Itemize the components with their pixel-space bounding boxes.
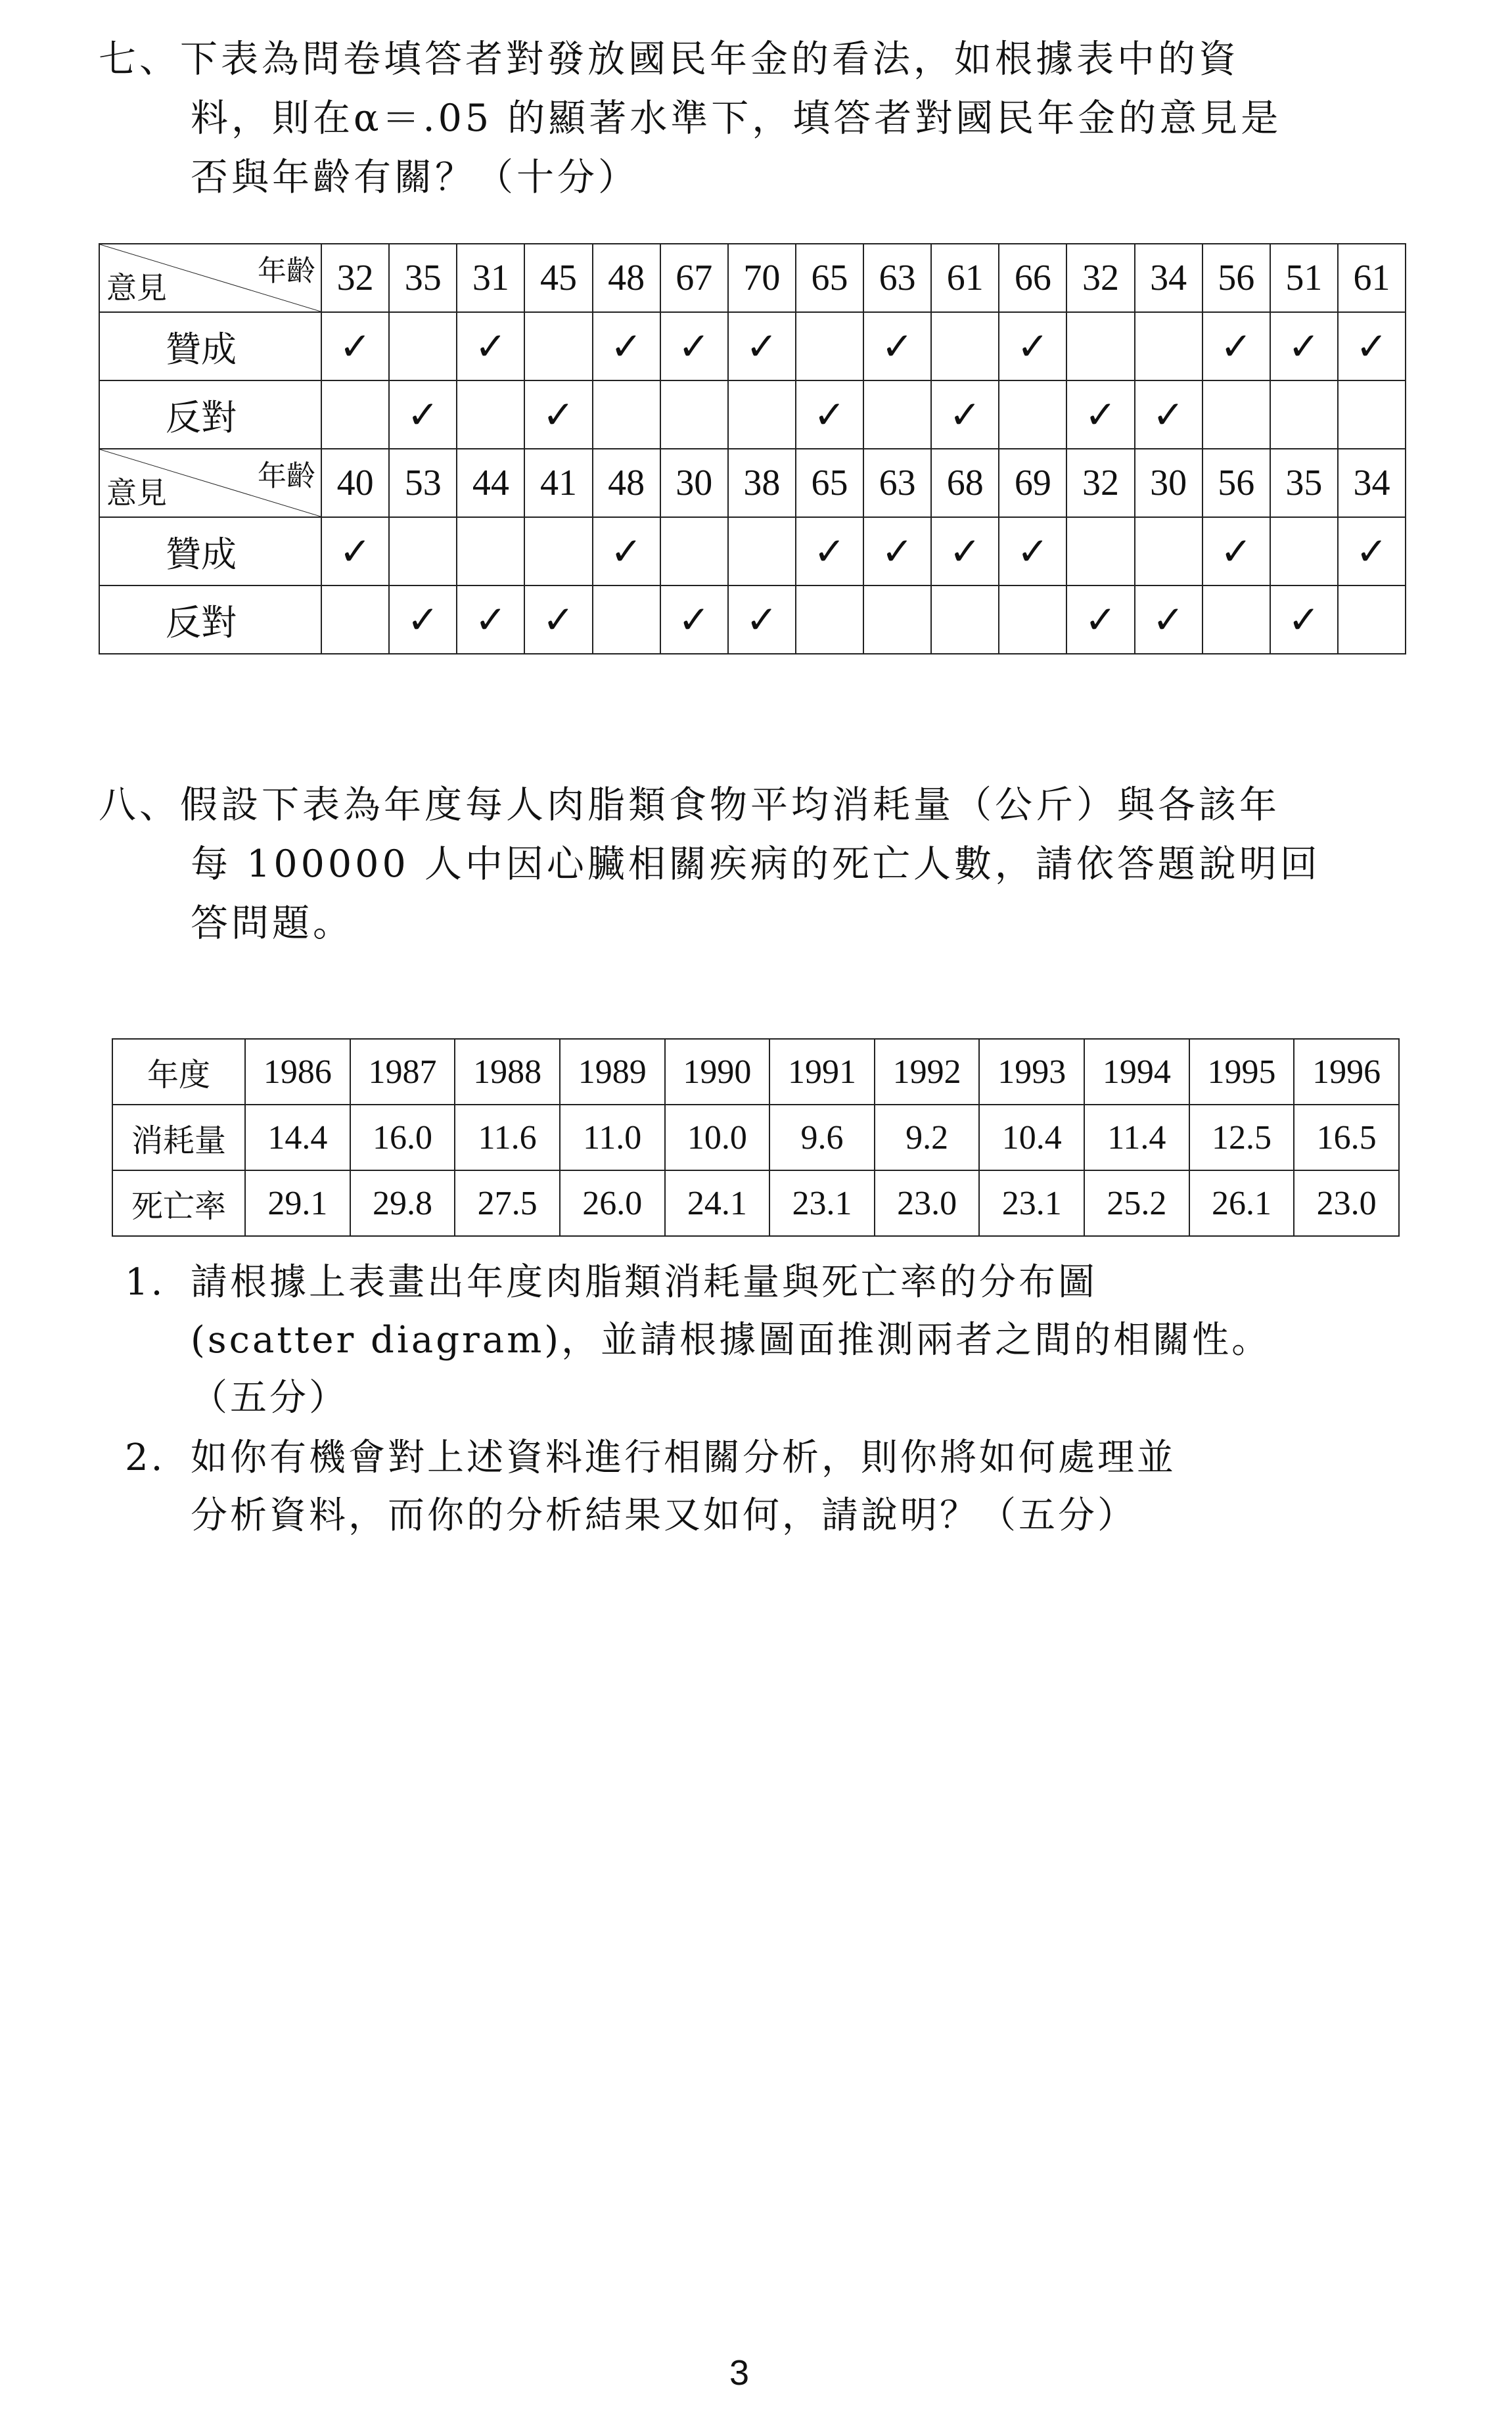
check-cell <box>1203 380 1270 449</box>
checkmark-icon: ✓ <box>881 530 913 573</box>
age-cell: 68 <box>931 449 999 517</box>
checkmark-icon: ✓ <box>1220 325 1252 368</box>
checkmark-icon: ✓ <box>1017 325 1049 368</box>
header-age-label: 年齡 <box>258 255 315 287</box>
checkmark-icon: ✓ <box>610 530 643 573</box>
age-cell: 32 <box>1066 449 1134 517</box>
checkmark-icon: ✓ <box>1152 599 1185 641</box>
consumption-row-header: 消耗量 <box>112 1105 245 1170</box>
checkmark-icon: ✓ <box>1017 530 1049 573</box>
check-cell <box>321 312 389 380</box>
subquestion-2 <box>125 1429 1176 1545</box>
table-cell: 1991 <box>769 1039 875 1105</box>
table-cell: 1993 <box>979 1039 1084 1105</box>
table-cell: 10.0 <box>665 1105 770 1170</box>
check-cell <box>457 585 524 654</box>
age-cell: 69 <box>999 449 1066 517</box>
question-8-text <box>99 775 1452 953</box>
oppose-row <box>99 585 1406 654</box>
age-cell: 41 <box>524 449 592 517</box>
check-cell <box>321 517 389 585</box>
checkmark-icon: ✓ <box>1220 530 1252 573</box>
favor-row-label: 贊成 <box>99 312 321 380</box>
table-cell: 9.2 <box>875 1105 980 1170</box>
checkmark-icon: ✓ <box>813 530 846 573</box>
age-cell: 65 <box>796 244 863 312</box>
age-cell: 38 <box>728 449 796 517</box>
check-cell <box>593 517 660 585</box>
subquestion-line: (scatter diagram)，並請根據圖面推測兩者之間的相關性。 <box>191 1319 1271 1362</box>
checkmark-icon: ✓ <box>407 394 439 436</box>
checkmark-icon: ✓ <box>1288 325 1320 368</box>
check-cell <box>1203 585 1270 654</box>
check-cell <box>728 380 796 449</box>
age-cell: 56 <box>1203 449 1270 517</box>
header-opinion-label: 意見 <box>106 476 167 510</box>
check-cell <box>728 517 796 585</box>
year-row <box>112 1039 1399 1105</box>
checkmark-icon: ✓ <box>949 394 981 436</box>
checkmark-icon: ✓ <box>1356 325 1388 368</box>
diagonal-header <box>100 449 321 516</box>
age-cell: 45 <box>524 244 592 312</box>
consumption-death-table <box>112 1038 1400 1237</box>
age-cell: 63 <box>863 449 931 517</box>
year-row-header: 年度 <box>112 1039 245 1105</box>
check-cell <box>524 585 592 654</box>
table-cell: 1987 <box>350 1039 455 1105</box>
age-cell: 56 <box>1203 244 1270 312</box>
age-cell: 67 <box>660 244 728 312</box>
check-cell <box>524 517 592 585</box>
age-cell: 34 <box>1338 449 1406 517</box>
age-cell: 70 <box>728 244 796 312</box>
table-cell: 11.6 <box>455 1105 560 1170</box>
check-cell <box>660 312 728 380</box>
header-age-label: 年齡 <box>258 460 315 492</box>
check-cell <box>1338 517 1406 585</box>
checkmark-icon: ✓ <box>1356 530 1388 573</box>
age-cell: 32 <box>1066 244 1134 312</box>
age-cell: 48 <box>593 244 660 312</box>
page-number: 3 <box>729 2353 750 2393</box>
check-cell <box>863 312 931 380</box>
table-cell: 23.0 <box>1294 1170 1399 1236</box>
death-rate-row <box>112 1170 1399 1236</box>
age-header-row <box>99 244 1406 312</box>
age-cell: 53 <box>389 449 457 517</box>
favor-row <box>99 517 1406 585</box>
checkmark-icon: ✓ <box>746 325 778 368</box>
check-cell <box>457 517 524 585</box>
check-cell <box>389 585 457 654</box>
check-cell <box>863 517 931 585</box>
subquestion-number: 1. <box>125 1261 166 1304</box>
check-cell <box>1066 312 1134 380</box>
check-cell <box>931 380 999 449</box>
check-cell <box>931 585 999 654</box>
check-cell <box>1203 312 1270 380</box>
subquestion-line: （五分） <box>191 1377 348 1419</box>
table-cell: 29.1 <box>245 1170 350 1236</box>
checkmark-icon: ✓ <box>677 599 710 641</box>
age-cell: 44 <box>457 449 524 517</box>
death-rate-row-header: 死亡率 <box>112 1170 245 1236</box>
check-cell <box>931 312 999 380</box>
check-cell <box>1066 585 1134 654</box>
check-cell <box>593 585 660 654</box>
checkmark-icon: ✓ <box>746 599 778 641</box>
table-cell: 10.4 <box>979 1105 1084 1170</box>
check-cell <box>1135 585 1203 654</box>
checkmark-icon: ✓ <box>1152 394 1185 436</box>
subquestion-line: 如你有機會對上述資料進行相關分析，則你將如何處理並 <box>191 1436 1176 1479</box>
age-cell: 35 <box>1270 449 1338 517</box>
check-cell <box>660 380 728 449</box>
table-cell: 1992 <box>875 1039 980 1105</box>
checkmark-icon: ✓ <box>1288 599 1320 641</box>
checkmark-icon: ✓ <box>949 530 981 573</box>
check-cell <box>796 312 863 380</box>
checkmark-icon: ✓ <box>339 530 371 573</box>
checkmark-icon: ✓ <box>407 599 439 641</box>
oppose-row-label: 反對 <box>99 380 321 449</box>
checkmark-icon: ✓ <box>339 325 371 368</box>
question-8-line: 答問題。 <box>191 902 354 945</box>
checkmark-icon: ✓ <box>813 394 846 436</box>
check-cell <box>321 380 389 449</box>
question-7-line: 七、下表為問卷填答者對發放國民年金的看法，如根據表中的資 <box>99 37 1239 81</box>
diagonal-header <box>100 244 321 311</box>
check-cell <box>593 312 660 380</box>
age-cell: 31 <box>457 244 524 312</box>
age-cell: 48 <box>593 449 660 517</box>
age-cell: 35 <box>389 244 457 312</box>
checkmark-icon: ✓ <box>1084 599 1117 641</box>
checkmark-icon: ✓ <box>610 325 643 368</box>
check-cell <box>796 517 863 585</box>
check-cell <box>660 585 728 654</box>
check-cell <box>389 312 457 380</box>
check-cell <box>1066 517 1134 585</box>
age-cell: 51 <box>1270 244 1338 312</box>
check-cell <box>389 380 457 449</box>
table-cell: 26.1 <box>1189 1170 1294 1236</box>
subquestion-line: 分析資料，而你的分析結果又如何，請說明？（五分） <box>191 1494 1137 1537</box>
check-cell <box>457 380 524 449</box>
subquestion-1 <box>125 1254 1271 1427</box>
age-cell: 32 <box>321 244 389 312</box>
check-cell <box>524 380 592 449</box>
check-cell <box>389 517 457 585</box>
age-header-row <box>99 449 1406 517</box>
table-cell: 1990 <box>665 1039 770 1105</box>
age-cell: 65 <box>796 449 863 517</box>
check-cell <box>999 380 1066 449</box>
question-7-text <box>99 30 1452 207</box>
check-cell <box>1203 517 1270 585</box>
checkmark-icon: ✓ <box>1084 394 1117 436</box>
check-cell <box>1338 312 1406 380</box>
check-cell <box>796 380 863 449</box>
check-cell <box>1135 380 1203 449</box>
table-cell: 1988 <box>455 1039 560 1105</box>
checkmark-icon: ✓ <box>881 325 913 368</box>
consumption-row <box>112 1105 1399 1170</box>
table-cell: 16.5 <box>1294 1105 1399 1170</box>
check-cell <box>593 380 660 449</box>
checkmark-icon: ✓ <box>542 394 575 436</box>
table-cell: 14.4 <box>245 1105 350 1170</box>
favor-row <box>99 312 1406 380</box>
check-cell <box>728 585 796 654</box>
table-cell: 27.5 <box>455 1170 560 1236</box>
check-cell <box>863 585 931 654</box>
table-cell: 11.4 <box>1084 1105 1189 1170</box>
age-cell: 34 <box>1135 244 1203 312</box>
check-cell <box>931 517 999 585</box>
table-cell: 23.0 <box>875 1170 980 1236</box>
table-cell: 1996 <box>1294 1039 1399 1105</box>
check-cell <box>999 517 1066 585</box>
question-7-line: 料，則在α＝.05 的顯著水準下，填答者對國民年金的意見是 <box>191 97 1282 140</box>
opinion-age-table <box>99 243 1406 654</box>
table-cell: 9.6 <box>769 1105 875 1170</box>
check-cell <box>1270 585 1338 654</box>
table-cell: 24.1 <box>665 1170 770 1236</box>
check-cell <box>1135 517 1203 585</box>
question-8-line: 八、假設下表為年度每人肉脂類食物平均消耗量（公斤）與各該年 <box>99 783 1280 827</box>
diagonal-header-cell <box>99 244 321 312</box>
subquestion-line: 請根據上表畫出年度肉脂類消耗量與死亡率的分布圖 <box>191 1261 1097 1304</box>
check-cell <box>457 312 524 380</box>
table-cell: 16.0 <box>350 1105 455 1170</box>
check-cell <box>863 380 931 449</box>
table-cell: 11.0 <box>560 1105 665 1170</box>
oppose-row-label: 反對 <box>99 585 321 654</box>
age-cell: 66 <box>999 244 1066 312</box>
check-cell <box>999 312 1066 380</box>
age-cell: 63 <box>863 244 931 312</box>
table-cell: 29.8 <box>350 1170 455 1236</box>
table-cell: 23.1 <box>979 1170 1084 1236</box>
table-cell: 1986 <box>245 1039 350 1105</box>
check-cell <box>321 585 389 654</box>
table-cell: 1994 <box>1084 1039 1189 1105</box>
checkmark-icon: ✓ <box>474 599 507 641</box>
favor-row-label: 贊成 <box>99 517 321 585</box>
checkmark-icon: ✓ <box>542 599 575 641</box>
check-cell <box>1270 312 1338 380</box>
age-cell: 30 <box>1135 449 1203 517</box>
table-cell: 26.0 <box>560 1170 665 1236</box>
age-cell: 61 <box>931 244 999 312</box>
checkmark-icon: ✓ <box>677 325 710 368</box>
check-cell <box>796 585 863 654</box>
diagonal-header-cell <box>99 449 321 517</box>
check-cell <box>1270 380 1338 449</box>
check-cell <box>728 312 796 380</box>
question-8-line: 每 100000 人中因心臟相關疾病的死亡人數，請依答題說明回 <box>191 842 1321 886</box>
question-7-line: 否與年齡有關？（十分） <box>191 156 639 199</box>
checkmark-icon: ✓ <box>474 325 507 368</box>
age-cell: 30 <box>660 449 728 517</box>
table-cell: 1995 <box>1189 1039 1294 1105</box>
check-cell <box>1135 312 1203 380</box>
check-cell <box>999 585 1066 654</box>
oppose-row <box>99 380 1406 449</box>
age-cell: 40 <box>321 449 389 517</box>
table-cell: 1989 <box>560 1039 665 1105</box>
check-cell <box>660 517 728 585</box>
check-cell <box>524 312 592 380</box>
table-cell: 12.5 <box>1189 1105 1294 1170</box>
table-cell: 23.1 <box>769 1170 875 1236</box>
check-cell <box>1066 380 1134 449</box>
header-opinion-label: 意見 <box>106 271 167 305</box>
age-cell: 61 <box>1338 244 1406 312</box>
check-cell <box>1338 585 1406 654</box>
table-cell: 25.2 <box>1084 1170 1189 1236</box>
check-cell <box>1270 517 1338 585</box>
check-cell <box>1338 380 1406 449</box>
subquestion-number: 2. <box>125 1436 166 1479</box>
